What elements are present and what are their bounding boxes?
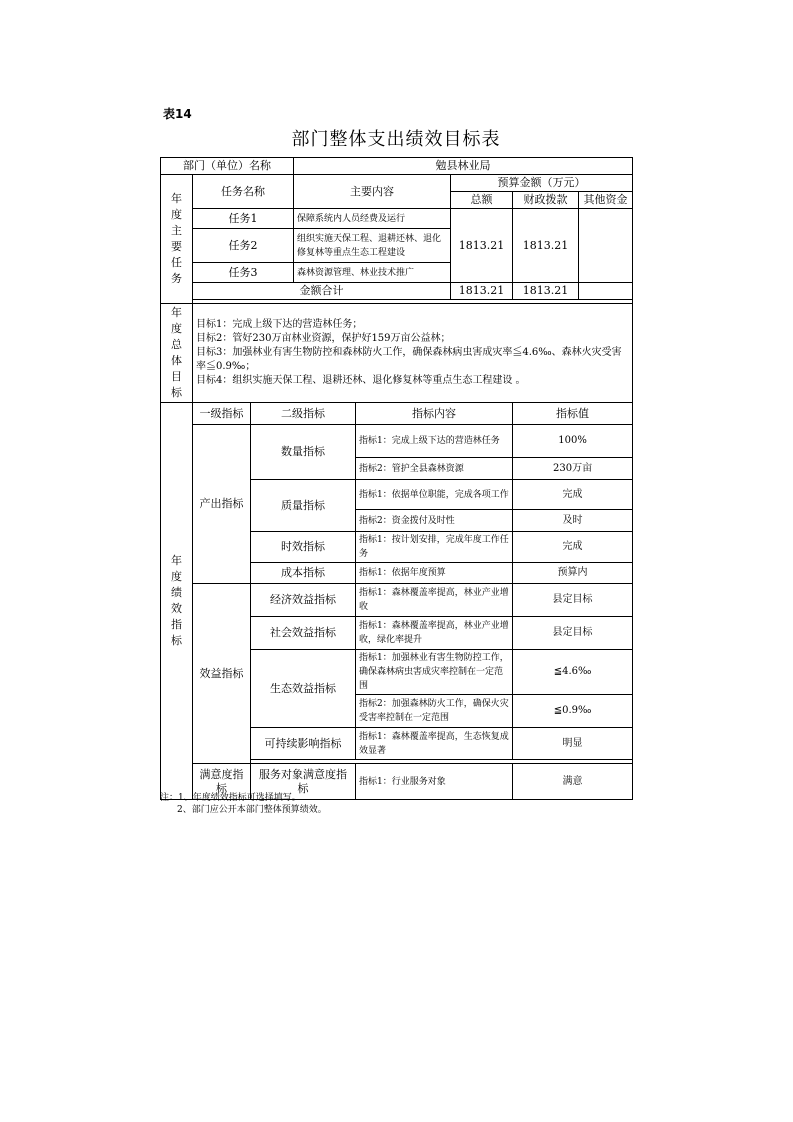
quantity-indicator-label: 数量指标 bbox=[251, 425, 356, 480]
dept-value: 勉县林业局 bbox=[294, 158, 633, 175]
indicator-value-header: 指标值 bbox=[513, 403, 633, 425]
benefit-indicator-label: 效益指标 bbox=[193, 584, 251, 764]
indicator-content: 指标1：行业服务对象 bbox=[356, 764, 513, 800]
budget-header: 预算金额（万元） bbox=[451, 175, 633, 192]
indicator-content: 指标2：加强森林防火工作，确保火灾受害率控制在一定范围 bbox=[356, 695, 513, 728]
level1-header: 一级指标 bbox=[193, 403, 251, 425]
indicator-value: ≦4.6‰ bbox=[513, 650, 633, 695]
sum-fiscal: 1813.21 bbox=[513, 283, 579, 300]
tasks-section-label: 年度主要任务 bbox=[161, 175, 193, 304]
service-indicator-label: 服务对象满意度指标 bbox=[251, 764, 356, 800]
indicator-content: 指标1：森林覆盖率提高，林业产业增收 bbox=[356, 584, 513, 617]
cost-indicator-label: 成本指标 bbox=[251, 563, 356, 584]
level2-header: 二级指标 bbox=[251, 403, 356, 425]
other-header: 其他资金 bbox=[579, 192, 633, 209]
task-other-amount bbox=[579, 209, 633, 283]
footnotes bbox=[160, 792, 327, 816]
satisfaction-indicator-label: 满意度指标 bbox=[193, 764, 251, 800]
indicator-value: 县定目标 bbox=[513, 584, 633, 617]
economic-indicator-label: 经济效益指标 bbox=[251, 584, 356, 617]
indicator-value: ≦0.9‰ bbox=[513, 695, 633, 728]
performance-target-table bbox=[160, 157, 633, 800]
table-number: 表14 bbox=[163, 107, 192, 121]
goals-section-label: 年度总体目标 bbox=[161, 304, 193, 403]
footnote-2: 2、部门应公开本部门整体预算绩效。 bbox=[177, 805, 327, 815]
indicator-value: 及时 bbox=[513, 510, 633, 532]
indicator-content: 指标2：资金拨付及时性 bbox=[356, 510, 513, 532]
indicator-value: 完成 bbox=[513, 480, 633, 510]
task-content: 保障系统内人员经费及运行 bbox=[294, 209, 451, 229]
quality-indicator-label: 质量指标 bbox=[251, 480, 356, 532]
indicator-content: 指标1：完成上级下达的营造林任务 bbox=[356, 425, 513, 458]
output-indicator-label: 产出指标 bbox=[193, 425, 251, 584]
task-content: 森林资源管理、林业技术推广 bbox=[294, 263, 451, 283]
indicator-content: 指标1：依据单位职能，完成各项工作 bbox=[356, 480, 513, 510]
task-content-header: 主要内容 bbox=[294, 175, 451, 209]
footnote-1: 注：1、年度绩效指标可选择填写。 bbox=[160, 793, 301, 803]
task-fiscal-amount: 1813.21 bbox=[513, 209, 579, 283]
sum-label: 金额合计 bbox=[193, 283, 451, 300]
indicator-content: 指标2：管护全县森林资源 bbox=[356, 458, 513, 480]
indicator-value: 完成 bbox=[513, 532, 633, 563]
sum-total: 1813.21 bbox=[451, 283, 513, 300]
indicator-value: 明显 bbox=[513, 728, 633, 760]
task-name: 任务2 bbox=[193, 229, 294, 263]
social-indicator-label: 社会效益指标 bbox=[251, 617, 356, 650]
goal-line: 目标2：管好230万亩林业资源，保护好159万亩公益林； bbox=[196, 333, 451, 344]
indicator-content-header: 指标内容 bbox=[356, 403, 513, 425]
task-name: 任务1 bbox=[193, 209, 294, 229]
total-header: 总额 bbox=[451, 192, 513, 209]
ecological-indicator-label: 生态效益指标 bbox=[251, 650, 356, 728]
goal-line: 目标3：加强林业有害生物防控和森林防火工作，确保森林病虫害成灾率≦4.6‰、森林火灾受害率≦0.9‰； bbox=[196, 347, 622, 372]
task-name-header: 任务名称 bbox=[193, 175, 294, 209]
indicator-value: 县定目标 bbox=[513, 617, 633, 650]
sum-other bbox=[579, 283, 633, 300]
page-title: 部门整体支出绩效目标表 bbox=[291, 129, 501, 150]
sustainable-indicator-label: 可持续影响指标 bbox=[251, 728, 356, 760]
indicator-value: 230万亩 bbox=[513, 458, 633, 480]
indicator-content: 指标1：森林覆盖率提高，林业产业增收，绿化率提升 bbox=[356, 617, 513, 650]
indicator-value: 满意 bbox=[513, 764, 633, 800]
indicator-content: 指标1：按计划安排，完成年度工作任务 bbox=[356, 532, 513, 563]
indicator-content: 指标1：森林覆盖率提高，生态恢复成效显著 bbox=[356, 728, 513, 760]
indicator-value: 100% bbox=[513, 425, 633, 458]
timeliness-indicator-label: 时效指标 bbox=[251, 532, 356, 563]
indicator-value: 预算内 bbox=[513, 563, 633, 584]
task-name: 任务3 bbox=[193, 263, 294, 283]
task-content: 组织实施天保工程、退耕还林、退化修复林等重点生态工程建设 bbox=[294, 229, 451, 263]
goal-line: 目标4：组织实施天保工程、退耕还林、退化修复林等重点生态工程建设 。 bbox=[196, 375, 526, 386]
task-total-amount: 1813.21 bbox=[451, 209, 513, 283]
indicators-section-label: 年度绩效指标 bbox=[161, 403, 193, 800]
goals-text bbox=[193, 304, 633, 403]
fiscal-header: 财政拨款 bbox=[513, 192, 579, 209]
indicator-content: 指标1：加强林业有害生物防控工作，确保森林病虫害成灾率控制在一定范围 bbox=[356, 650, 513, 695]
dept-label: 部门（单位）名称 bbox=[161, 158, 294, 175]
goal-line: 目标1：完成上级下达的营造林任务； bbox=[196, 319, 363, 330]
indicator-content: 指标1：依据年度预算 bbox=[356, 563, 513, 584]
